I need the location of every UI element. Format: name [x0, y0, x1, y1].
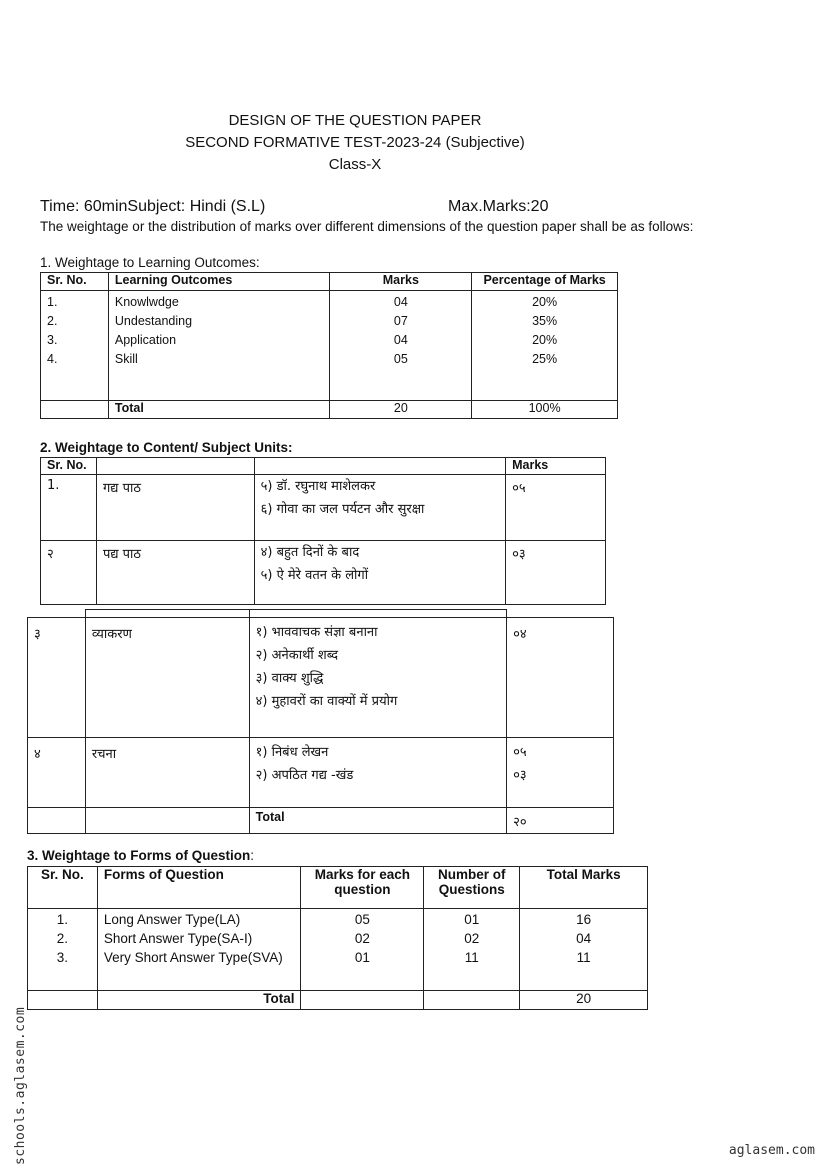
intro-paragraph: The weightage or the distribution of marks over different dimensions of the question paper shall be as follows: — [40, 219, 694, 234]
topic: १) भाववाचक संज्ञा बनाना — [255, 625, 378, 640]
pct-1: 20% — [532, 295, 558, 309]
num-2: 02 — [464, 931, 480, 946]
section3-heading — [27, 848, 254, 863]
pct-4: 25% — [532, 352, 558, 366]
side-watermark: schools.aglasem.com — [13, 1006, 28, 1165]
each-2: 02 — [354, 931, 370, 946]
unit-name: रचना — [85, 738, 249, 808]
table-body-row — [41, 291, 618, 401]
unit-name: पद्य पाठ — [96, 541, 254, 605]
unit-marks: ०५ — [513, 745, 527, 760]
sr-3: 3. — [47, 333, 58, 347]
unit-marks: ०३ — [513, 768, 527, 783]
col-sr: Sr. No. — [28, 867, 98, 909]
title-line-3: Class-X — [328, 156, 382, 173]
marks-4: 05 — [393, 352, 408, 366]
grand-total: 20 — [520, 991, 648, 1010]
col-sr: Sr. No. — [41, 273, 109, 291]
content-units-table-bottom — [27, 609, 614, 834]
learning-outcomes-table — [40, 272, 618, 419]
pct-2: 35% — [532, 314, 558, 328]
topic: १) निबंध लेखन — [255, 745, 329, 760]
table-row — [41, 475, 606, 541]
num-1: 01 — [464, 912, 480, 927]
outcome-4: Skill — [114, 352, 138, 366]
sr-4: 4. — [47, 352, 58, 366]
sr-2: 2. — [47, 314, 58, 328]
topic: २) अपठित गद्य -खंड — [255, 768, 354, 783]
topic: ५) ऐ मेरे वतन के लोगों — [260, 568, 369, 583]
table-row — [28, 618, 614, 738]
total-row — [28, 991, 648, 1010]
form-1: Long Answer Type(LA) — [103, 912, 241, 927]
total-1: 16 — [576, 912, 592, 927]
total-marks: २० — [507, 808, 614, 834]
form-3: Very Short Answer Type(SVA) — [103, 950, 283, 965]
table-header-row — [41, 458, 606, 475]
table-row — [41, 541, 606, 605]
total-label: Total — [97, 991, 301, 1010]
topic: ५) डॉ. रघुनाथ माशेलकर — [260, 479, 376, 494]
section3-heading-colon: : — [250, 848, 255, 863]
outcome-1: Knowlwdge — [114, 295, 179, 309]
sr-1: 1. — [47, 295, 58, 309]
total-row — [28, 808, 614, 834]
topic: ४) बहुत दिनों के बाद — [260, 545, 360, 560]
sr-3: 3. — [56, 950, 69, 965]
title-line-1: DESIGN OF THE QUESTION PAPER — [228, 112, 482, 129]
unit-sr: 1. — [41, 475, 97, 541]
table-header-row — [28, 867, 648, 909]
total-marks: 20 — [330, 401, 472, 419]
outcome-2: Undestanding — [114, 314, 193, 328]
col-total-marks: Total Marks — [520, 867, 648, 909]
each-3: 01 — [354, 950, 370, 965]
col-marks: Marks — [506, 458, 606, 475]
table-body-row — [28, 909, 648, 991]
marks-2: 07 — [393, 314, 408, 328]
spacer-row — [28, 610, 614, 618]
total-pct: 100% — [472, 401, 618, 419]
title-line-2: SECOND FORMATIVE TEST-2023-24 (Subjective) — [185, 134, 525, 151]
time-subject: Time: 60minSubject: Hindi (S.L) — [40, 198, 266, 215]
outcome-3: Application — [114, 333, 177, 347]
sr-2: 2. — [56, 931, 69, 946]
table-row — [28, 738, 614, 808]
marks-1: 04 — [393, 295, 408, 309]
unit-sr: २ — [41, 541, 97, 605]
total-row — [41, 401, 618, 419]
unit-marks: ०३ — [506, 541, 606, 605]
topic: ३) वाक्य शुद्धि — [255, 671, 324, 686]
col-outcomes: Learning Outcomes — [108, 273, 330, 291]
unit-name: व्याकरण — [85, 618, 249, 738]
total-2: 04 — [576, 931, 592, 946]
content-units-table-top — [40, 457, 606, 605]
total-3: 11 — [576, 950, 591, 965]
section3-heading-text: 3. Weightage to Forms of Question — [27, 848, 251, 863]
each-1: 05 — [354, 912, 370, 927]
form-2: Short Answer Type(SA-I) — [103, 931, 253, 946]
unit-marks: ०४ — [507, 618, 614, 738]
num-3: 11 — [464, 950, 479, 965]
marks-3: 04 — [393, 333, 408, 347]
col-num-questions: Number of Questions — [424, 867, 520, 909]
col-forms: Forms of Question — [97, 867, 301, 909]
document-title — [0, 110, 710, 176]
topic: २) अनेकार्थी शब्द — [255, 648, 338, 663]
section2-heading: 2. Weightage to Content/ Subject Units: — [40, 440, 293, 455]
max-marks: Max.Marks:20 — [448, 198, 549, 215]
unit-sr: ३ — [28, 618, 86, 738]
topic: ४) मुहावरों का वाक्यों में प्रयोग — [255, 694, 398, 709]
forms-of-question-table — [27, 866, 648, 1010]
footer-watermark: aglasem.com — [728, 1143, 815, 1158]
unit-sr: ४ — [28, 738, 86, 808]
pct-3: 20% — [532, 333, 558, 347]
unit-marks: ०५ — [506, 475, 606, 541]
section1-heading: 1. Weightage to Learning Outcomes: — [40, 255, 260, 270]
topic: ६) गोवा का जल पर्यटन और सुरक्षा — [260, 502, 425, 517]
col-marks: Marks — [330, 273, 472, 291]
col-percentage: Percentage of Marks — [472, 273, 618, 291]
total-label: Total — [249, 808, 507, 834]
col-sr: Sr. No. — [41, 458, 97, 475]
col-marks-each: Marks for each question — [301, 867, 424, 909]
table-header-row — [41, 273, 618, 291]
sr-1: 1. — [56, 912, 69, 927]
total-label: Total — [108, 401, 330, 419]
unit-name: गद्य पाठ — [96, 475, 254, 541]
